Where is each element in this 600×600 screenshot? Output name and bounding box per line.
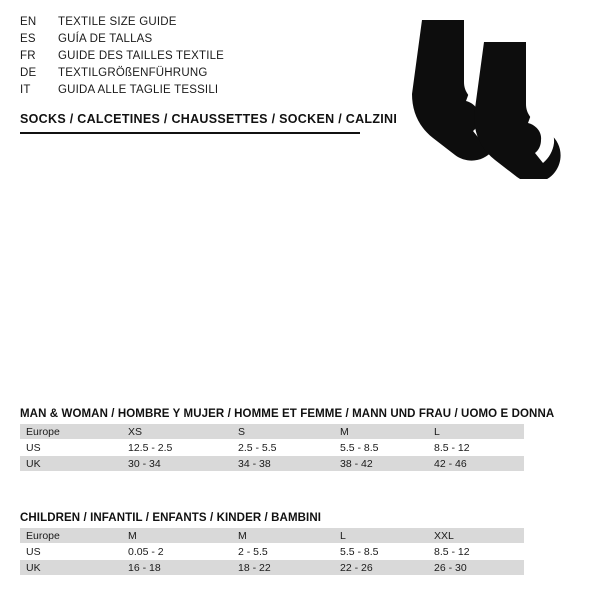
children-section <box>20 512 580 575</box>
language-text: GUIDE DES TAILLES TEXTILE <box>58 50 225 62</box>
table-cell: 26 - 30 <box>428 560 524 576</box>
section-title: MAN & WOMAN / HOMBRE Y MUJER / HOMME ET FEMME / MANN UND FRAU / UOMO E DONNA <box>20 408 555 420</box>
table-header-cell: S <box>232 424 334 440</box>
table-cell: 30 - 34 <box>122 456 232 472</box>
table-row <box>20 424 524 440</box>
socks-icon <box>400 14 580 179</box>
language-row <box>20 67 420 84</box>
language-code: EN <box>20 16 37 28</box>
table-row <box>20 456 524 472</box>
table-cell: 5.5 - 8.5 <box>334 440 428 456</box>
language-text: GUIDA ALLE TAGLIE TESSILI <box>58 84 219 96</box>
table-header-cell: M <box>232 528 334 544</box>
language-row <box>20 50 420 67</box>
table-cell: 16 - 18 <box>122 560 232 576</box>
table-row <box>20 440 524 456</box>
table-row-label: UK <box>20 560 122 576</box>
table-header-cell: XS <box>122 424 232 440</box>
table-header-cell: M <box>334 424 428 440</box>
language-code: IT <box>20 84 31 96</box>
language-row <box>20 16 420 33</box>
table-header-cell: L <box>428 424 524 440</box>
table-cell: 42 - 46 <box>428 456 524 472</box>
table-header-cell: Europe <box>20 424 122 440</box>
man-woman-section <box>20 408 580 471</box>
table-cell: 38 - 42 <box>334 456 428 472</box>
table-cell: 8.5 - 12 <box>428 544 524 560</box>
language-text: TEXTILGRÖßENFÜHRUNG <box>58 67 208 79</box>
language-text: GUÍA DE TALLAS <box>58 33 153 45</box>
table-cell: 2 - 5.5 <box>232 544 334 560</box>
page-subtitle: SOCKS / CALCETINES / CHAUSSETTES / SOCKEN / CALZINI <box>20 112 398 126</box>
language-row <box>20 84 420 101</box>
language-text: TEXTILE SIZE GUIDE <box>58 16 177 28</box>
table-row <box>20 560 524 576</box>
table-header-cell: XXL <box>428 528 524 544</box>
table-row-label: UK <box>20 456 122 472</box>
size-table <box>20 528 524 575</box>
size-table <box>20 424 524 471</box>
language-row <box>20 33 420 50</box>
table-row <box>20 544 524 560</box>
header-divider <box>20 132 360 134</box>
language-code: FR <box>20 50 36 62</box>
table-cell: 12.5 - 2.5 <box>122 440 232 456</box>
table-row-label: US <box>20 440 122 456</box>
table-header-cell: M <box>122 528 232 544</box>
table-cell: 2.5 - 5.5 <box>232 440 334 456</box>
language-code: DE <box>20 67 37 79</box>
table-header-cell: L <box>334 528 428 544</box>
table-row-label: US <box>20 544 122 560</box>
language-list <box>20 16 420 101</box>
table-cell: 5.5 - 8.5 <box>334 544 428 560</box>
table-cell: 34 - 38 <box>232 456 334 472</box>
table-cell: 0.05 - 2 <box>122 544 232 560</box>
table-cell: 22 - 26 <box>334 560 428 576</box>
section-title: CHILDREN / INFANTIL / ENFANTS / KINDER / BAMBINI <box>20 512 322 524</box>
table-header-cell: Europe <box>20 528 122 544</box>
language-code: ES <box>20 33 36 45</box>
table-cell: 18 - 22 <box>232 560 334 576</box>
table-row <box>20 528 524 544</box>
table-cell: 8.5 - 12 <box>428 440 524 456</box>
